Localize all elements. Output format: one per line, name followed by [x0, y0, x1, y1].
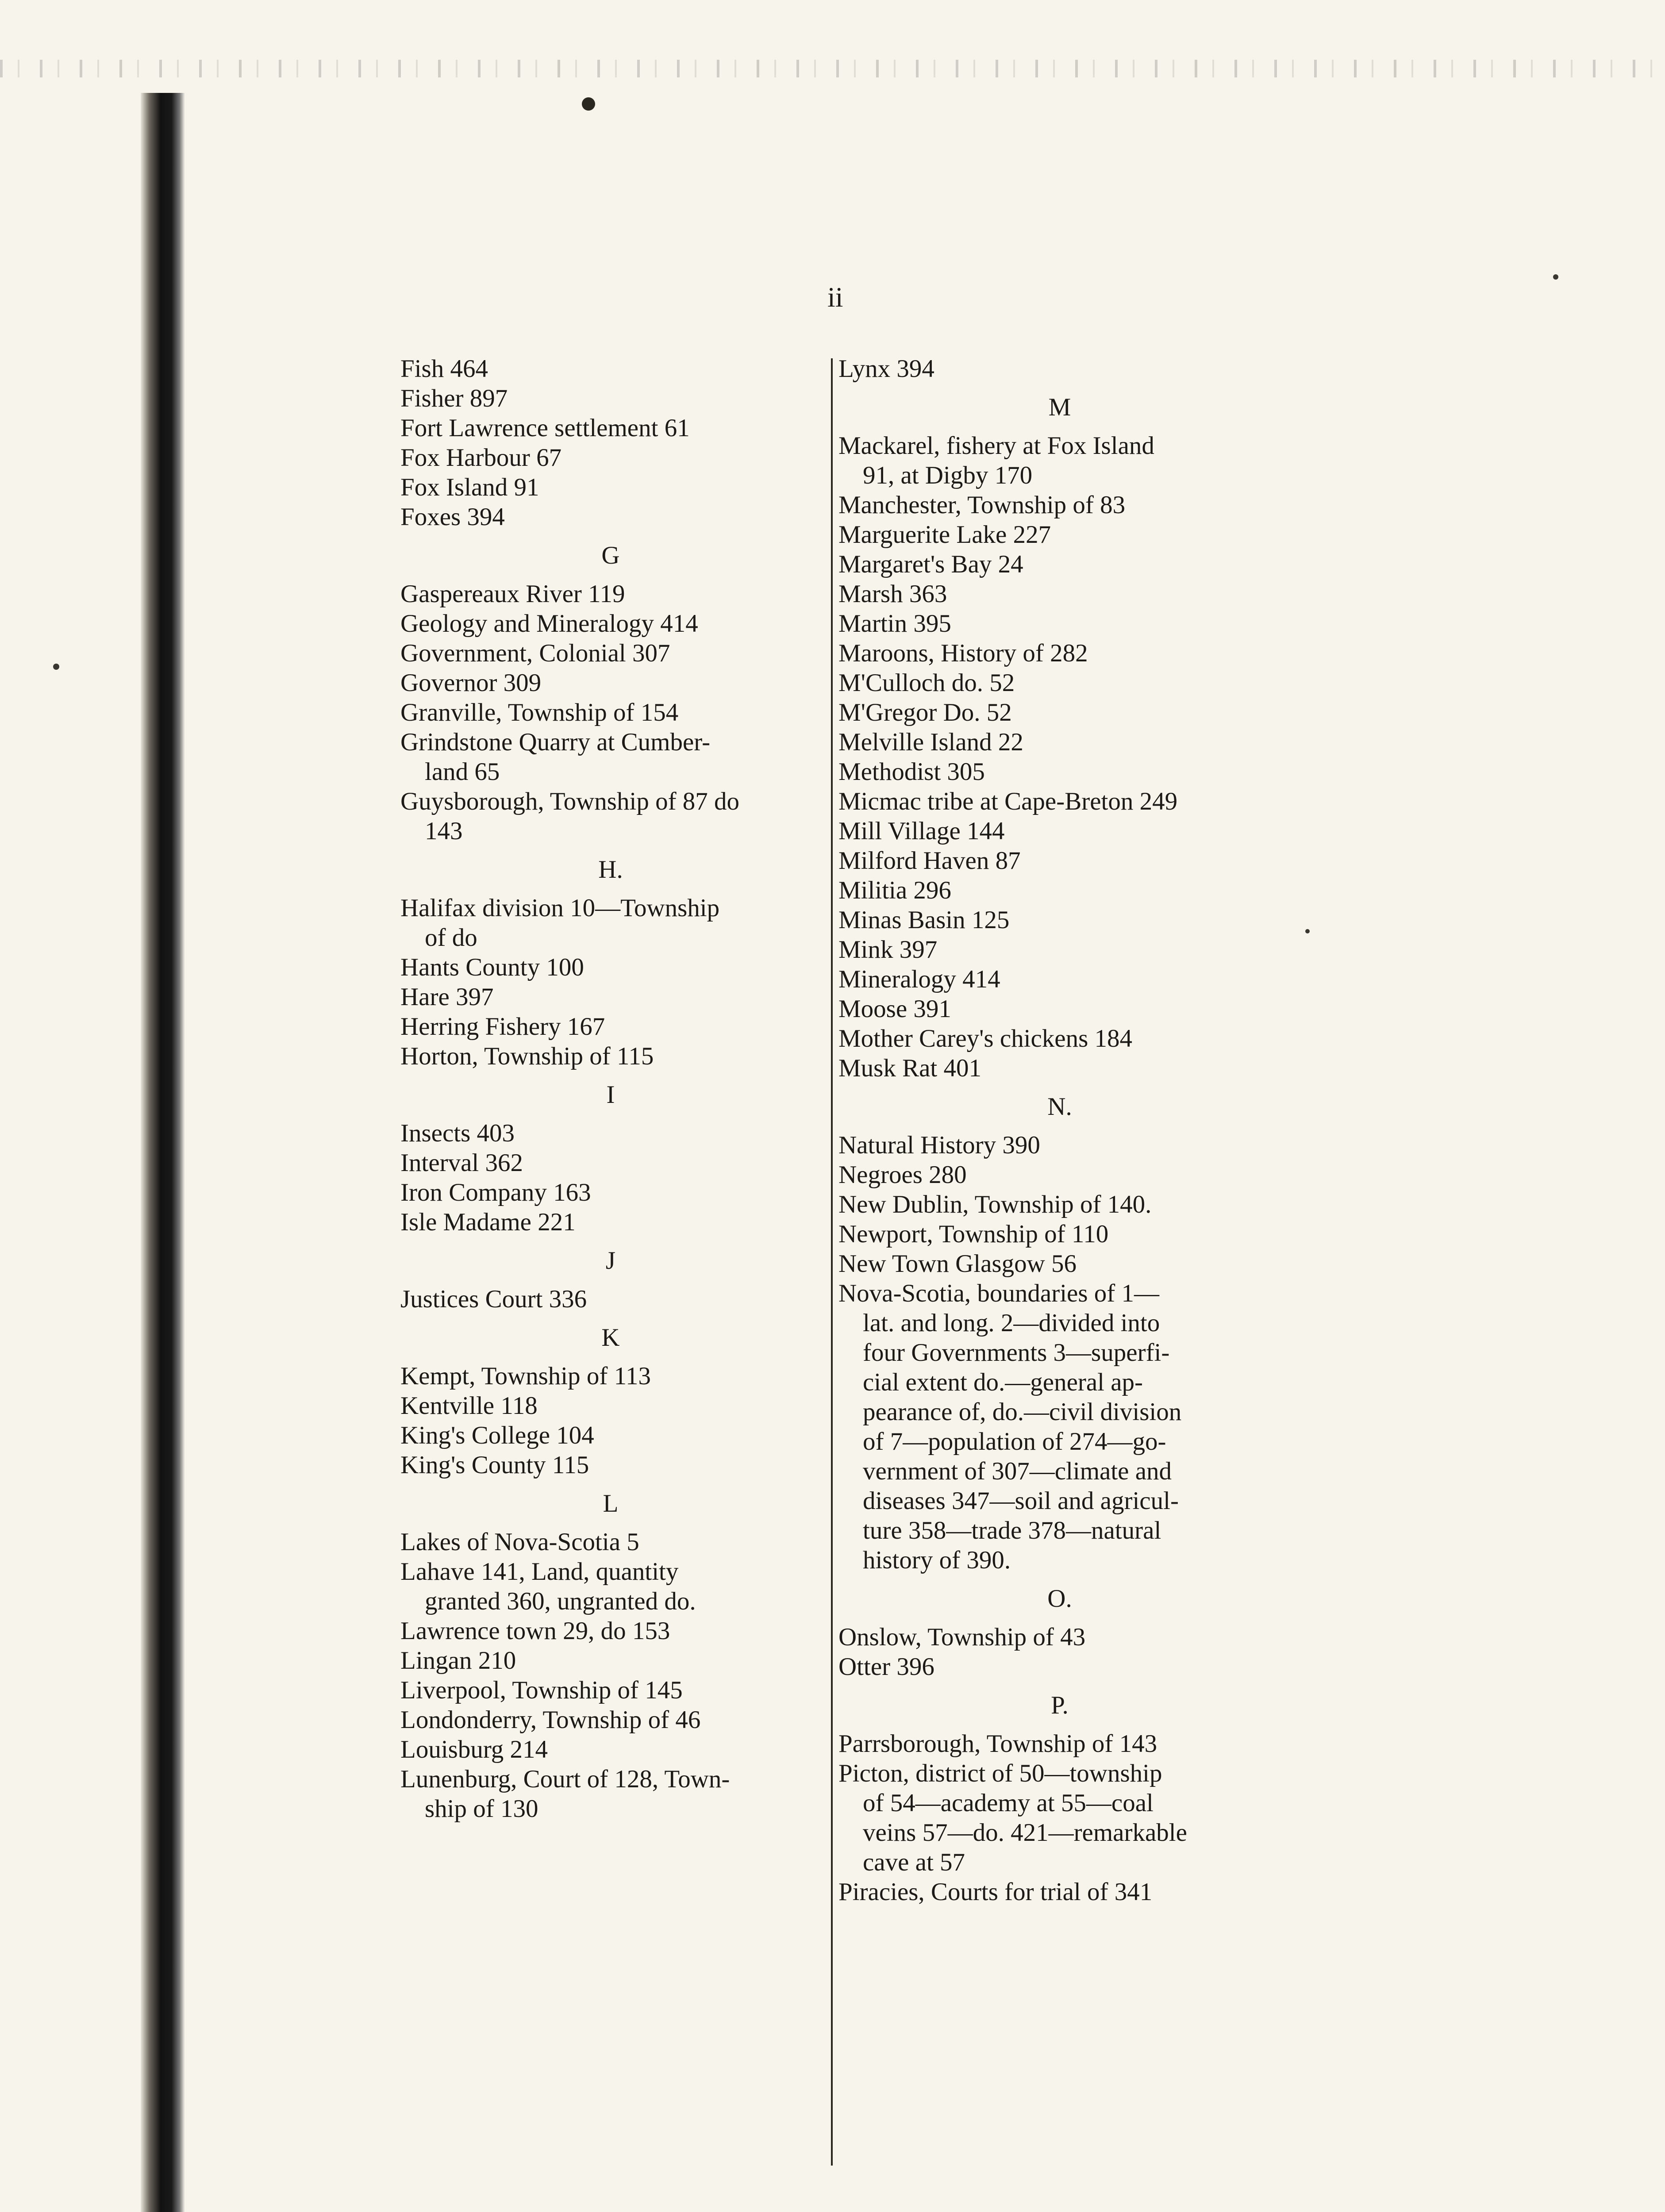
column-divider: [831, 358, 833, 2166]
index-entry: Lawrence town 29, do 153: [400, 1617, 670, 1645]
index-entry: Herring Fishery 167: [400, 1013, 605, 1041]
index-entry: New Town Glasgow 56: [838, 1250, 1077, 1278]
page-number: ii: [827, 281, 843, 313]
index-entry: Halifax division 10—Township: [400, 894, 720, 922]
index-entry: Minas Basin 125: [838, 906, 1010, 934]
index-entry: Mink 397: [838, 936, 938, 964]
index-entry: Fisher 897: [400, 384, 508, 412]
index-entry-continuation: ship of 130: [425, 1795, 538, 1823]
index-entry: M'Gregor Do. 52: [838, 699, 1012, 726]
index-entry: Lingan 210: [400, 1647, 516, 1674]
index-entry: Fort Lawrence settlement 61: [400, 414, 690, 442]
index-entry: King's County 115: [400, 1451, 589, 1479]
index-entry: Melville Island 22: [838, 728, 1023, 756]
index-entry: Musk Rat 401: [838, 1054, 982, 1082]
index-entry: Moose 391: [838, 995, 951, 1023]
index-entry-continuation: cave at 57: [863, 1848, 965, 1876]
index-entry: Onslow, Township of 43: [838, 1623, 1086, 1651]
index-entry: Geology and Mineralogy 414: [400, 610, 698, 637]
index-entry: M'Culloch do. 52: [838, 669, 1015, 697]
index-entry: Marguerite Lake 227: [838, 521, 1051, 549]
index-letter-heading: O.: [1047, 1585, 1072, 1613]
index-entry: Louisburg 214: [400, 1736, 548, 1763]
index-entry: Militia 296: [838, 876, 951, 904]
index-entry: Martin 395: [838, 610, 951, 637]
speck: [1553, 274, 1558, 280]
index-entry: Lahave 141, Land, quantity: [400, 1558, 679, 1586]
index-entry: Foxes 394: [400, 503, 505, 531]
index-entry: Interval 362: [400, 1149, 523, 1177]
index-entry-continuation: pearance of, do.—civil division: [863, 1398, 1182, 1426]
index-entry: Government, Colonial 307: [400, 639, 670, 667]
index-entry: Lunenburg, Court of 128, Town-: [400, 1765, 730, 1793]
index-entry-continuation: granted 360, ungranted do.: [425, 1587, 696, 1615]
index-entry: Fox Island 91: [400, 473, 539, 501]
index-entry-continuation: land 65: [425, 758, 500, 786]
index-entry: Lynx 394: [838, 355, 934, 383]
index-entry: Milford Haven 87: [838, 847, 1021, 875]
index-entry-continuation: of do: [425, 924, 477, 952]
index-entry: New Dublin, Township of 140.: [838, 1190, 1152, 1218]
index-letter-heading: M: [1048, 393, 1071, 421]
index-letter-heading: L: [603, 1490, 619, 1517]
index-entry-continuation: of 54—academy at 55—coal: [863, 1789, 1154, 1817]
index-entry: Kempt, Township of 113: [400, 1362, 651, 1390]
scan-artifact-top: [0, 60, 1665, 77]
index-entry: Grindstone Quarry at Cumber-: [400, 728, 711, 756]
index-entry: Mother Carey's chickens 184: [838, 1025, 1133, 1052]
index-entry: Negroes 280: [838, 1161, 967, 1189]
index-entry: King's College 104: [400, 1421, 594, 1449]
index-entry: Kentville 118: [400, 1392, 538, 1420]
index-entry: Hare 397: [400, 983, 494, 1011]
index-column-right: [838, 354, 1281, 1907]
speck: [1305, 929, 1310, 933]
index-entry: Governor 309: [400, 669, 542, 697]
index-entry: Mill Village 144: [838, 817, 1005, 845]
index-letter-heading: K: [601, 1324, 620, 1352]
index-entry: Fish 464: [400, 355, 488, 383]
index-entry: Natural History 390: [838, 1131, 1040, 1159]
index-entry: Manchester, Township of 83: [838, 491, 1126, 519]
index-entry: Parrsborough, Township of 143: [838, 1730, 1157, 1758]
index-letter-heading: G: [601, 541, 620, 569]
index-entry-continuation: cial extent do.—general ap-: [863, 1368, 1143, 1396]
index-entry: Lakes of Nova-Scotia 5: [400, 1528, 639, 1556]
index-letter-heading: H.: [598, 856, 623, 883]
index-entry: Guysborough, Township of 87 do: [400, 787, 740, 815]
index-entry-continuation: lat. and long. 2—divided into: [863, 1309, 1160, 1337]
index-entry-continuation: vernment of 307—climate and: [863, 1457, 1172, 1485]
index-entry-continuation: four Governments 3—superfi-: [863, 1339, 1170, 1367]
index-entry-continuation: veins 57—do. 421—remarkable: [863, 1819, 1187, 1847]
index-entry: Justices Court 336: [400, 1285, 587, 1313]
index-entry: Picton, district of 50—township: [838, 1759, 1162, 1787]
index-letter-heading: P.: [1051, 1691, 1069, 1719]
index-column-left: [400, 354, 821, 1824]
index-entry: Granville, Township of 154: [400, 699, 679, 726]
index-letter-heading: I: [606, 1081, 615, 1109]
index-entry: Insects 403: [400, 1119, 515, 1147]
index-entry: Londonderry, Township of 46: [400, 1706, 701, 1734]
ink-blot: [582, 97, 595, 111]
index-entry: Mineralogy 414: [838, 965, 1000, 993]
index-entry: Hants County 100: [400, 953, 584, 981]
index-letter-heading: N.: [1047, 1093, 1072, 1121]
index-entry: Marsh 363: [838, 580, 947, 608]
index-entry: Otter 396: [838, 1653, 934, 1681]
index-entry: Nova-Scotia, boundaries of 1—: [838, 1279, 1159, 1307]
index-entry-continuation: of 7—population of 274—go-: [863, 1428, 1166, 1455]
index-entry-continuation: 91, at Digby 170: [863, 461, 1033, 489]
index-entry: Micmac tribe at Cape-Breton 249: [838, 787, 1178, 815]
index-entry: Mackarel, fishery at Fox Island: [838, 432, 1154, 460]
index-entry: Horton, Township of 115: [400, 1042, 654, 1070]
index-entry: Newport, Township of 110: [838, 1220, 1109, 1248]
binding-shadow: [141, 93, 185, 2212]
index-entry: Margaret's Bay 24: [838, 550, 1023, 578]
index-entry: Piracies, Courts for trial of 341: [838, 1878, 1153, 1906]
index-entry-continuation: history of 390.: [863, 1546, 1011, 1574]
index-entry: Gaspereaux River 119: [400, 580, 625, 608]
speck: [53, 664, 59, 670]
index-entry: Isle Madame 221: [400, 1208, 576, 1236]
index-entry-continuation: diseases 347—soil and agricul-: [863, 1487, 1179, 1515]
index-entry: Maroons, History of 282: [838, 639, 1088, 667]
index-entry: Iron Company 163: [400, 1179, 591, 1206]
index-entry: Fox Harbour 67: [400, 444, 562, 472]
index-entry: Liverpool, Township of 145: [400, 1676, 683, 1704]
index-entry-continuation: 143: [425, 817, 463, 845]
index-entry: Methodist 305: [838, 758, 985, 786]
index-letter-heading: J: [605, 1247, 616, 1275]
index-entry-continuation: ture 358—trade 378—natural: [863, 1517, 1161, 1544]
